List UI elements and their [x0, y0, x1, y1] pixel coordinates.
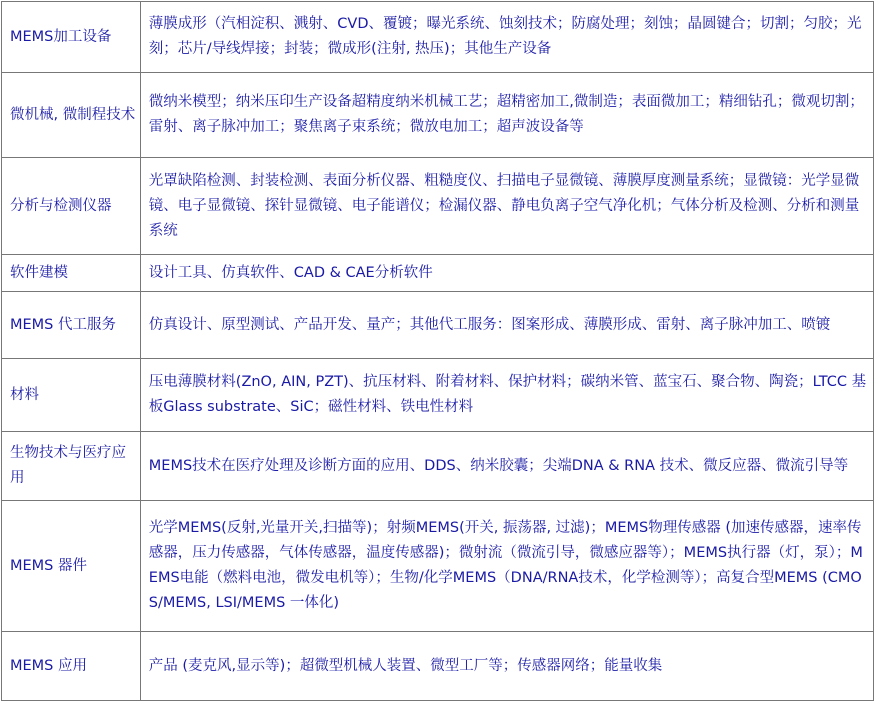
category-cell: MEMS 代工服务 [2, 292, 141, 359]
mems-category-table [1, 1, 874, 701]
table-row [2, 255, 874, 292]
table-row [2, 359, 874, 432]
table-row [2, 292, 874, 359]
table-row [2, 432, 874, 501]
description-cell: 设计工具、仿真软件、CAD & CAE分析软件 [140, 255, 873, 292]
description-cell: 仿真设计、原型测试、产品开发、量产；其他代工服务：图案形成、薄膜形成、雷射、离子脉冲加工、喷镀 [140, 292, 873, 359]
description-cell: 压电薄膜材料(ZnO, AIN, PZT)、抗压材料、附着材料、保护材料；碳纳米管、蓝宝石、聚合物、陶瓷；LTCC 基板Glass substrate、SiC；磁性材料、铁电性材料 [140, 359, 873, 432]
description-cell: 产品 (麦克风,显示等)；超微型机械人装置、微型工厂等；传感器网络；能量收集 [140, 632, 873, 701]
category-cell: 分析与检测仪器 [2, 158, 141, 255]
description-cell: 光罩缺陷检测、封装检测、表面分析仪器、粗糙度仪、扫描电子显微镜、薄膜厚度测量系统；显微镜：光学显微镜、电子显微镜、探针显微镜、电子能谱仪；检漏仪器、静电负离子空气净化机；气体分析及检测、分析和测量系统 [140, 158, 873, 255]
category-cell: MEMS 器件 [2, 501, 141, 632]
description-cell: 光学MEMS(反射,光量开关,扫描等)；射频MEMS(开关, 振荡器, 过滤)；MEMS物理传感器 (加速传感器，速率传感器，压力传感器，气体传感器，温度传感器)；微射流（微流引导，微感应器等）；MEMS执行器（灯，泵）；MEMS电能（燃料电池，微发电机等）；生物/化学MEMS（DNA/RNA技术，化学检测等）；高复合型MEMS (CMOS/MEMS, LSI/MEMS 一体化) [140, 501, 873, 632]
category-cell: 微机械, 微制程技术 [2, 73, 141, 158]
category-cell: 生物技术与医疗应用 [2, 432, 141, 501]
category-cell: 软件建模 [2, 255, 141, 292]
mems-category-table-container [1, 1, 874, 690]
table-row [2, 73, 874, 158]
description-cell: 微纳米模型；纳米压印生产设备超精度纳米机械工艺；超精密加工,微制造；表面微加工；精细钻孔；微观切割；雷射、离子脉冲加工；聚焦离子束系统；微放电加工；超声波设备等 [140, 73, 873, 158]
category-cell: 材料 [2, 359, 141, 432]
table-row [2, 501, 874, 632]
category-cell: MEMS加工设备 [2, 2, 141, 73]
description-cell: 薄膜成形（汽相淀积、溅射、CVD、覆镀；曝光系统、蚀刻技术；防腐处理；刻蚀；晶圆键合；切割；匀胶；光刻；芯片/导线焊接；封装；微成形(注射, 热压)；其他生产设备 [140, 2, 873, 73]
table-row [2, 2, 874, 73]
description-cell: MEMS技术在医疗处理及诊断方面的应用、DDS、纳米胶囊；尖端DNA & RNA 技术、微反应器、微流引导等 [140, 432, 873, 501]
table-row [2, 158, 874, 255]
table-row [2, 632, 874, 701]
category-cell: MEMS 应用 [2, 632, 141, 701]
